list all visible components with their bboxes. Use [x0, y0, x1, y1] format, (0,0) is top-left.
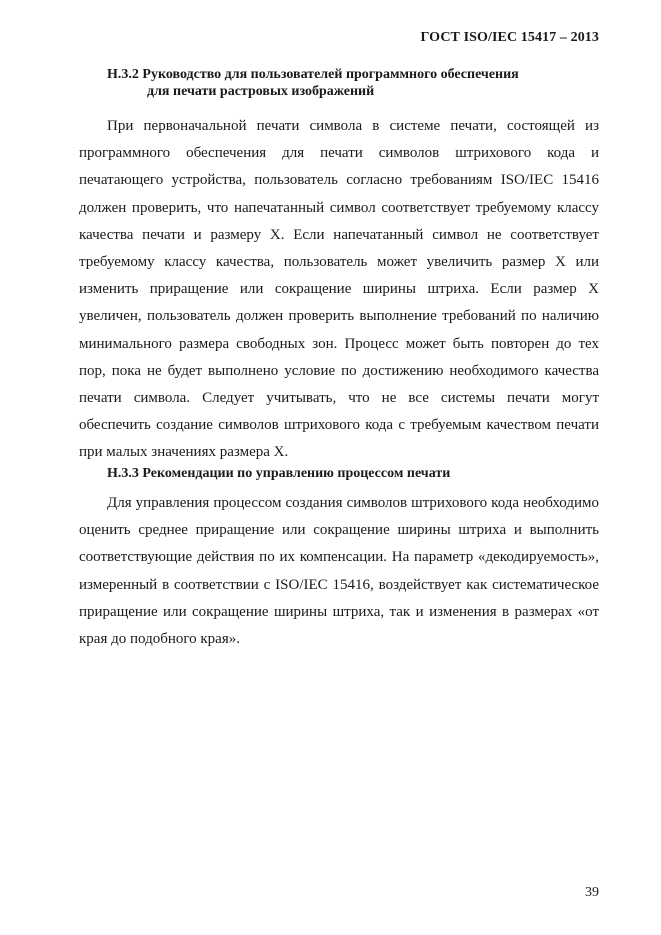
- standard-header: ГОСТ ISO/IEC 15417 – 2013: [420, 30, 599, 45]
- section-h32-title-line1: Н.3.2 Руководство для пользователей программного обеспечения: [107, 67, 519, 82]
- section-h32-title-line2: для печати растровых изображений: [147, 84, 375, 99]
- section-h33-title: Н.3.3 Рекомендации по управлению процессом печати: [107, 466, 451, 481]
- section-h33-paragraph: Для управления процессом создания символов штрихового кода необходимо оценить среднее приращение или сокращение ширины штриха и выполнить соответствующие действия по их компенсации. На параметр «декодируемость», измеренный в соответствии с ISO/IEC 15416, воздействует как систематическое приращение или сокращение ширины штриха, так и изменения в размерах «от края до подобного края».: [79, 495, 599, 648]
- section-h32-title: [107, 66, 519, 100]
- section-h32-paragraph: При первоначальной печати символа в системе печати, состоящей из программного обеспечения для печати символов штрихового кода и печатающего устройства, пользователь согласно требованиям ISO/IEC 15416 должен проверить, что напечатанный символ соответствует требуемому классу качества печати и размеру X. Если напечатанный символ не соответствует требуемому классу качества, пользователь может увеличить размер X или изменить приращение или сокращение ширины штриха. Если размер X увеличен, пользователь должен проверить выполнение требований по наличию минимального размера свободных зон. Процесс может быть повторен до тех пор, пока не будет выполнено условие по достижению необходимого качества печати символа. Следует учитывать, что не все системы печати могут обеспечить создание символов штрихового кода с требуемым качеством печати при малых значениях размера X.: [79, 118, 599, 461]
- page-number: 39: [585, 885, 599, 900]
